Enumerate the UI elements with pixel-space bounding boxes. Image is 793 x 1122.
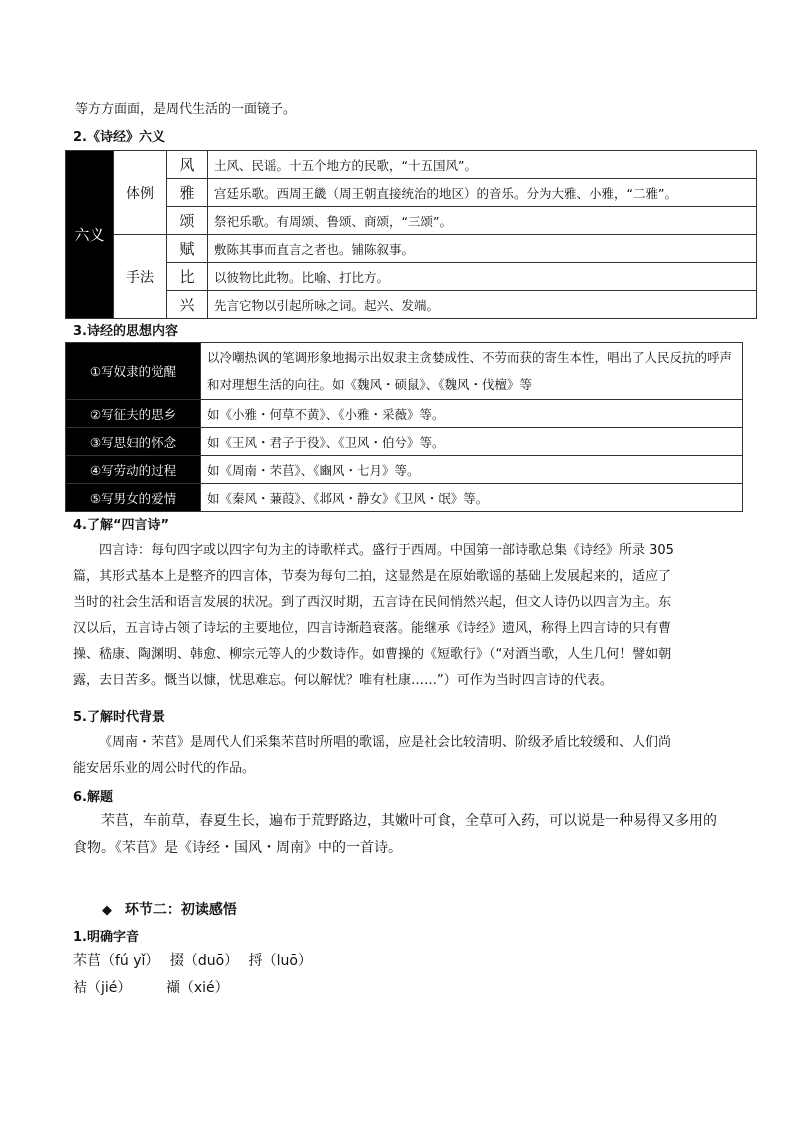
category-technique: 手法 <box>114 235 167 319</box>
section-4-body <box>73 538 753 694</box>
thought-label: ①写奴隶的觉醒 <box>66 343 201 400</box>
meaning-char: 颂 <box>167 207 208 235</box>
paragraph-line: 芣苢，车前草，春夏生长，遍布于荒野路边，其嫩叶可食，全草可入药，可以说是一种易得又多用的 <box>101 813 717 829</box>
table-row <box>66 428 743 456</box>
meaning-desc: 以彼物比此物。比喻、打比方。 <box>208 263 757 291</box>
table-row <box>66 179 757 207</box>
table-row <box>66 484 743 512</box>
meaning-desc: 宫廷乐歌。西周王畿（周王朝直接统治的地区）的音乐。分为大雅、小雅，“二雅”。 <box>208 179 757 207</box>
paragraph-line: 露，去日苦多。慨当以慷，忧思难忘。何以解忧？唯有杜康……”）可作为当时四言诗的代表。 <box>73 673 613 688</box>
paragraph-line: 食物。《芣苢》是《诗经・国风・周南》中的一首诗。 <box>73 840 402 856</box>
section-4-heading: 4.了解“四言诗” <box>73 518 170 533</box>
category-form: 体例 <box>114 151 167 235</box>
thought-label: ⑤写男女的爱情 <box>66 484 201 512</box>
paragraph-line: 《周南・芣苢》是周代人们采集芣苢时所唱的歌谣，应是社会比较清明、阶级矛盾比较缓和、人们尚 <box>99 735 672 750</box>
thought-desc: 以冷嘲热讽的笔调形象地揭示出奴隶主贪婪成性、不劳而获的寄生本性，唱出了人民反抗的呼声和对理想生活的向往。如《魏风・硕鼠》、《魏风・伐檀》等 <box>201 343 743 400</box>
pron-pinyin: （jié） <box>87 980 132 996</box>
pron-char: 袺 <box>73 980 87 996</box>
pron-char: 襭 <box>165 980 180 996</box>
section-6-heading: 6.解题 <box>73 790 113 805</box>
paragraph-line: 四言诗：每句四字或以四字句为主的诗歌样式。盛行于西周。中国第一部诗歌总集《诗经》所录 305 <box>99 543 674 558</box>
meaning-desc: 祭祀乐歌。有周颂、鲁颂、商颂，“三颂”。 <box>208 207 757 235</box>
part-2-heading: 环节二：初读感悟 <box>124 902 237 918</box>
meaning-char: 雅 <box>167 179 208 207</box>
pron-pinyin: （duō） <box>183 953 239 969</box>
pron-char: 捋 <box>248 953 263 969</box>
pronunciation-heading: 1.明确字音 <box>73 930 139 945</box>
table-row <box>66 235 757 263</box>
paragraph-line: 操、嵇康、陶渊明、韩愈、柳宗元等人的少数诗作。如曹操的《短歌行》（“对酒当歌，人生几何！譬如朝 <box>73 647 672 662</box>
paragraph-line: 能安居乐业的周公时代的作品。 <box>73 761 256 776</box>
thought-label: ②写征夫的思乡 <box>66 400 201 428</box>
table-row <box>66 456 743 484</box>
meaning-desc: 土风、民谣。十五个地方的民歌，“十五国风”。 <box>208 151 757 179</box>
table-row <box>66 263 757 291</box>
pron-char: 掇 <box>169 953 184 969</box>
paragraph-line: 当时的社会生活和语言发展的状况。到了西汉时期，五言诗在民间悄然兴起，但文人诗仍以四言为主。东 <box>73 595 672 610</box>
table-row <box>66 151 757 179</box>
meaning-char: 兴 <box>167 291 208 319</box>
table-row <box>66 207 757 235</box>
meaning-desc: 先言它物以引起所咏之词。起兴、发端。 <box>208 291 757 319</box>
table-row <box>66 291 757 319</box>
pronunciation-row-1 <box>73 950 312 970</box>
thought-content-table <box>65 342 743 512</box>
section-5-heading: 5.了解时代背景 <box>73 710 165 725</box>
pron-pinyin: （xié） <box>179 980 229 996</box>
thought-label: ④写劳动的过程 <box>66 456 201 484</box>
thought-desc: 如《王风・君子于役》、《卫风・伯兮》等。 <box>201 428 743 456</box>
section-3-heading: 3.诗经的思想内容 <box>73 324 178 339</box>
pron-char: 芣苢 <box>73 953 101 969</box>
meaning-char: 比 <box>167 263 208 291</box>
pron-pinyin: （luō） <box>262 953 312 969</box>
thought-desc: 如《秦风・蒹葭》、《邶风・静女》《卫风・氓》等。 <box>201 484 743 512</box>
six-meanings-group-label: 六义 <box>66 151 114 319</box>
paragraph-line: 篇，其形式基本上是整齐的四言体，节奏为每句二拍，这显然是在原始歌谣的基础上发展起来的，适应了 <box>73 569 672 584</box>
table-row <box>66 343 743 400</box>
thought-label: ③写思妇的怀念 <box>66 428 201 456</box>
intro-line: 等方方面面，是周代生活的一面镜子。 <box>75 102 297 117</box>
thought-desc: 如《周南・芣苢》、《豳风・七月》等。 <box>201 456 743 484</box>
meaning-desc: 敷陈其事而直言之者也。铺陈叙事。 <box>208 235 757 263</box>
meaning-char: 赋 <box>167 235 208 263</box>
six-meanings-table <box>65 150 757 319</box>
meaning-char: 风 <box>167 151 208 179</box>
section-2-heading: 2.《诗经》六义 <box>73 130 165 145</box>
part-2-heading-row <box>102 899 237 919</box>
pronunciation-row-2 <box>73 977 229 997</box>
paragraph-line: 汉以后，五言诗占领了诗坛的主要地位，四言诗渐趋衰落。能继承《诗经》遗风，称得上四言诗的只有曹 <box>73 621 672 636</box>
section-6-body <box>73 808 753 862</box>
section-5-body <box>73 730 753 782</box>
pron-pinyin: （fú yǐ） <box>101 953 160 969</box>
thought-desc: 如《小雅・何草不黄》、《小雅・采薇》等。 <box>201 400 743 428</box>
diamond-bullet-icon: ◆ <box>102 903 112 918</box>
table-row <box>66 400 743 428</box>
